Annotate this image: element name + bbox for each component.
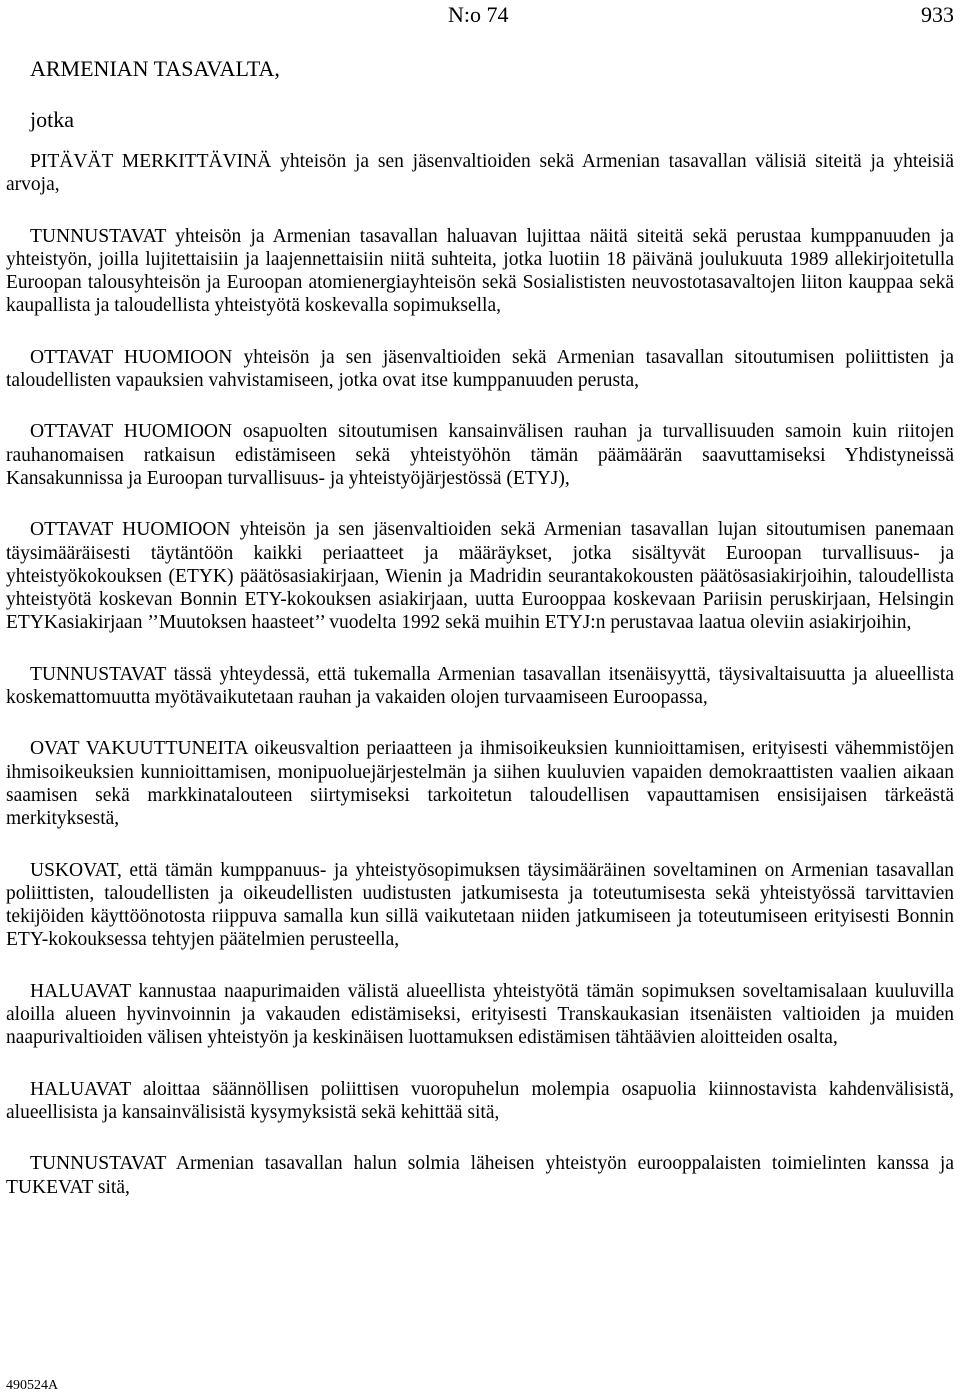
recital-paragraph: OTTAVAT HUOMIOON osapuolten sitoutumisen kansainvälisen rauhan ja turvallisuuden samoin kuin riitojen rauhanomaisen ratkaisun edistämiseen sekä yhteistyöhön tämän päämäärän saavuttamiseksi Yhdistyneissä Kansakunnissa ja Euroopan turvallisuus- ja yhteistyöjärjestössä (ETYJ), — [6, 421, 954, 489]
recital-paragraph: TUNNUSTAVAT tässä yhteydessä, että tukemalla Armenian tasavallan itsenäisyyttä, täysivaltaisuutta ja alueellista koskemattomuutta myötävaikutetaan rauhan ja vakaiden olojen turvaamiseen Euroopassa, — [6, 663, 954, 709]
journal-number: N:o 74 — [448, 2, 509, 27]
intro-word: jotka — [30, 107, 74, 132]
recital-paragraph: OTTAVAT HUOMIOON yhteisön ja sen jäsenvaltioiden sekä Armenian tasavallan lujan sitoutumisen panemaan täysimääräisesti täytäntöön kaikki periaatteet ja määräykset, jotka sisältyvät Euroopan turvallisuus- ja yhteistyökokouksen (ETYK) päätösasiakirjaan, Wienin ja Madridin seurantakokousten päätösasiakirjoihin, taloudellista yhteistyötä koskevan Bonnin ETY-kokouksen asiakirjaan, uutta Eurooppaa koskevaan Pariisin peruskirjaan, Helsingin ETYKasiakirjaan ’’Muutoksen haasteet’’ vuodelta 1992 sekä muihin ETYJ:n perustavaa laatua oleviin asiakirjoihin, — [6, 519, 954, 634]
recital-paragraph: PITÄVÄT MERKITTÄVINÄ yhteisön ja sen jäsenvaltioiden sekä Armenian tasavallan välisiä siteitä ja yhteisiä arvoja, — [6, 151, 954, 196]
recital-paragraph: TUNNUSTAVAT Armenian tasavallan halun solmia läheisen yhteistyön eurooppalaisten toimielinten kanssa ja TUKEVAT sitä, — [6, 1153, 954, 1198]
footer-code: 490524A — [6, 1378, 59, 1393]
page-number: 933 — [921, 2, 954, 27]
recital-paragraph: USKOVAT, että tämän kumppanuus- ja yhteistyösopimuksen täysimääräinen soveltaminen on Armenian tasavallan poliittisten, taloudellisten ja oikeudellisten uudistusten jatkumisesta ja toteutumisesta sekä yhteistyössä tarvittavien tekijöiden käyttöönotosta riippuva samalla kun sillä vaikutetaan niiden jatkumiseen ja toteutumiseen erityisesti Bonnin ETY-kokouksessa tehtyjen päätelmien perusteella, — [6, 859, 954, 951]
recital-paragraph: HALUAVAT aloittaa säännöllisen poliittisen vuoropuhelun molempia osapuolia kiinnostavista kahdenvälisistä, alueellisista ja kansainvälisistä kysymyksistä sekä kehittää sitä, — [6, 1078, 954, 1123]
recitals — [6, 150, 954, 1227]
recital-paragraph: TUNNUSTAVAT yhteisön ja Armenian tasavallan haluavan lujittaa näitä siteitä sekä perustaa kumppanuuden ja yhteistyön, joilla lujitettaisiin ja laajennettaisiin niitä suhteita, jotka luotiin 18 päivänä joulukuuta 1989 allekirjoitetulla Euroopan talousyhteisön ja Euroopan atomienergiayhteisön sekä Sosialististen neuvostotasavaltojen liiton kauppaa sekä kaupallista ja taloudellista yhteistyötä koskevalla sopimuksella, — [6, 225, 954, 317]
recital-paragraph: OVAT VAKUUTTUNEITA oikeusvaltion periaatteen ja ihmisoikeuksien kunnioittamisen, erityisesti vähemmistöjen ihmisoikeuksien kunnioittamisen, monipuoluejärjestelmän ja siihen kuuluvien vapaiden demokraattisten vaalien aikaan saamisen sekä markkinatalouteen siirtymiseksi tarkoitetun taloudellisen vapauttamisen ensisijaisen tärkeästä merkityksestä, — [6, 738, 954, 830]
party-title: ARMENIAN TASAVALTA, — [30, 56, 280, 81]
recital-paragraph: HALUAVAT kannustaa naapurimaiden välistä alueellista yhteistyötä tämän sopimuksen soveltamisalaan kuuluvilla aloilla alueen hyvinvoinnin ja vakauden edistämiseksi, erityisesti Transkaukasian itsenäisten valtioiden ja muiden naapurivaltioiden välisen yhteistyön ja keskinäisen luottamuksen edistämisen tähtäävien aloitteiden osalta, — [6, 980, 954, 1049]
recital-paragraph: OTTAVAT HUOMIOON yhteisön ja sen jäsenvaltioiden sekä Armenian tasavallan sitoutumisen poliittisten ja taloudellisten vapauksien vahvistamiseen, jotka ovat itse kumppanuuden perusta, — [6, 346, 954, 392]
